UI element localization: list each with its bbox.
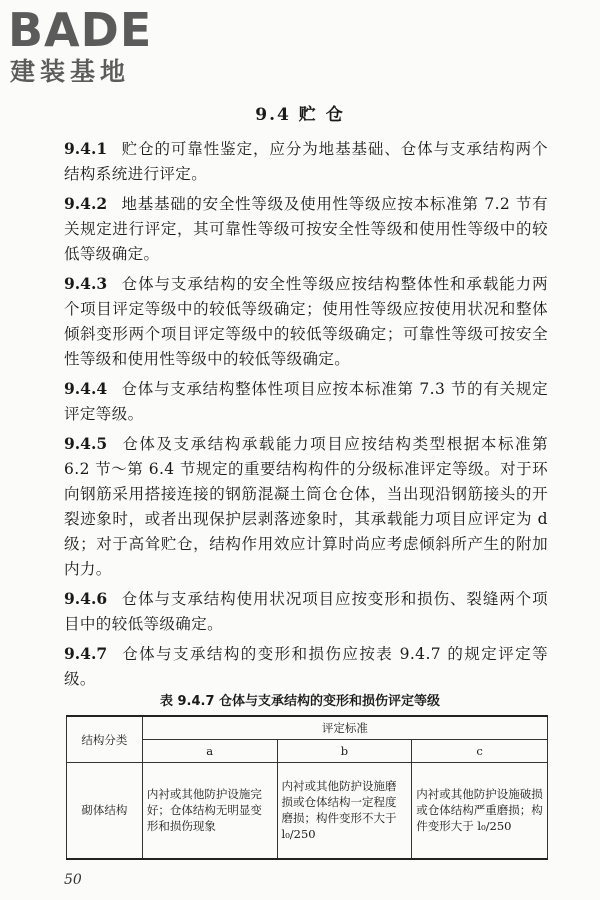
grade-header-c: c [412, 740, 548, 763]
row-category: 砌体结构 [67, 763, 143, 859]
clause-text: 仓体与支承结构的安全性等级应按结构整体性和承载能力两个项目评定等级中的较低等级确定；使用性等级应按使用状况和整体倾斜变形两个项目评定等级中的较低等级确定；可靠性等级可按安全性等级和使用性等级中的较低等级确定。 [64, 275, 548, 368]
logo-subtitle: 建装基地 [10, 57, 131, 86]
cell-grade-c [412, 763, 548, 859]
clause-number: 9.4.5 [64, 434, 108, 453]
clause-9-4-2 [64, 191, 548, 267]
table-row [67, 763, 548, 859]
grade-header-a: a [142, 740, 277, 763]
clause-number: 9.4.3 [64, 274, 108, 293]
section-title: 9.4 贮 仓 [255, 105, 345, 125]
clause-number: 9.4.4 [64, 379, 108, 398]
logo [8, 3, 178, 88]
deformation-damage-table [66, 715, 548, 860]
clause-9-4-3 [64, 271, 548, 372]
cell-text: 内衬或其他防护设施完好；仓体结构无明显变形和损伤现象 [146, 787, 262, 834]
clause-9-4-6 [64, 586, 548, 637]
table-header-row [67, 716, 548, 740]
clause-text: 仓体与支承结构使用状况项目应按变形和损伤、裂缝两个项目中的较低等级确定。 [64, 590, 548, 633]
clause-number: 9.4.6 [64, 589, 108, 608]
clause-text: 仓体及支承结构承载能力项目应按结构类型根据本标准第 6.2 节～第 6.4 节规定的重要结构构件的分级标准评定等级。对于环向钢筋采用搭接连接的钢筋混凝土筒仓仓体，当出现沿钢筋接头的开裂迹象时，或者出现保护层剥落迹象时，其承载能力项目应评定为 d 级；对于高耸贮仓，结构作用效应计算时尚应考虑倾斜所产生的附加内力。 [64, 435, 548, 578]
col-header-category: 结构分类 [67, 716, 143, 763]
clause-text: 地基基础的安全性等级及使用性等级应按本标准第 7.2 节有关规定进行评定，其可靠性等级可按安全性等级和使用性等级中的较低等级确定。 [64, 195, 548, 263]
cell-text: 内衬或其他防护设施破损或仓体结构严重磨损；构件变形大于 l₀/250 [416, 787, 543, 834]
clause-number: 9.4.2 [64, 194, 108, 213]
clause-list [64, 136, 548, 696]
clause-9-4-4 [64, 376, 548, 427]
cell-text: 内衬或其他防护设施磨损或仓体结构一定程度磨损；构件变形不大于 l₀/250 [281, 779, 397, 842]
group-header-criteria: 评定标准 [142, 716, 547, 740]
cell-grade-b [277, 763, 412, 859]
clause-text: 贮仓的可靠性鉴定，应分为地基基础、仓体与支承结构两个结构系统进行评定。 [64, 140, 548, 183]
grade-header-b: b [277, 740, 412, 763]
page-number: 50 [64, 872, 82, 888]
clause-text: 仓体与支承结构的变形和损伤应按表 9.4.7 的规定评定等级。 [64, 645, 548, 688]
clause-9-4-5 [64, 431, 548, 582]
cell-grade-a [142, 763, 277, 859]
clause-9-4-1 [64, 136, 548, 187]
clause-text: 仓体与支承结构整体性项目应按本标准第 7.3 节的有关规定评定等级。 [64, 380, 548, 423]
table-caption: 表 9.4.7 仓体与支承结构的变形和损伤评定等级 [159, 694, 441, 709]
clause-9-4-7 [64, 641, 548, 692]
clause-number: 9.4.7 [64, 644, 108, 663]
clause-number: 9.4.1 [64, 139, 108, 158]
logo-brand: BADE [8, 3, 153, 57]
